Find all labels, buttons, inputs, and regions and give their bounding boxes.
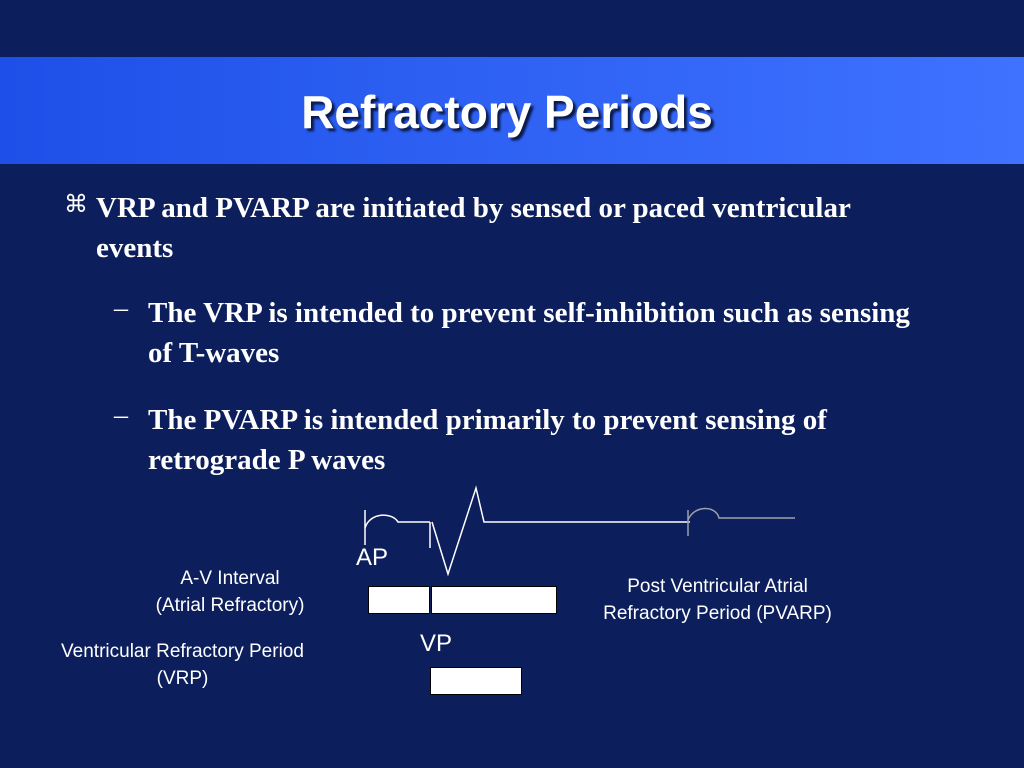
pvarp-line2: Refractory Period (PVARP)	[603, 603, 832, 624]
bullet-main: VRP and PVARP are initiated by sensed or paced ventricular events	[96, 192, 851, 264]
command-key-bullet-icon: ⌘	[64, 190, 88, 218]
retrograde-p-wave	[688, 508, 795, 520]
sub-bullet-pvarp: The PVARP is intended primarily to prevent sensing of retrograde P waves	[148, 404, 827, 476]
vrp-line1: Ventricular Refractory Period	[61, 641, 304, 662]
vrp-label	[30, 638, 335, 692]
sub-bullet-vrp: The VRP is intended to prevent self-inhibition such as sensing of T-waves	[148, 297, 910, 369]
pvarp-label	[575, 573, 860, 627]
av-interval-line2: (Atrial Refractory)	[155, 595, 305, 616]
slide-title: Refractory Periods	[301, 86, 713, 138]
av-interval-box	[368, 586, 430, 614]
ap-label: AP	[355, 544, 388, 571]
sub-bullet-dash: –	[114, 400, 128, 431]
vrp-box	[430, 667, 522, 695]
sub-bullet-dash: –	[114, 293, 128, 324]
av-interval-line1: A-V Interval	[180, 568, 280, 589]
qrs-complex	[432, 488, 690, 574]
pvarp-box	[431, 586, 557, 614]
pvarp-line1: Post Ventricular Atrial	[627, 576, 808, 597]
vp-label: VP	[419, 630, 452, 657]
av-interval-label	[110, 565, 350, 619]
p-wave	[365, 515, 430, 528]
vrp-line2: (VRP)	[156, 668, 209, 689]
